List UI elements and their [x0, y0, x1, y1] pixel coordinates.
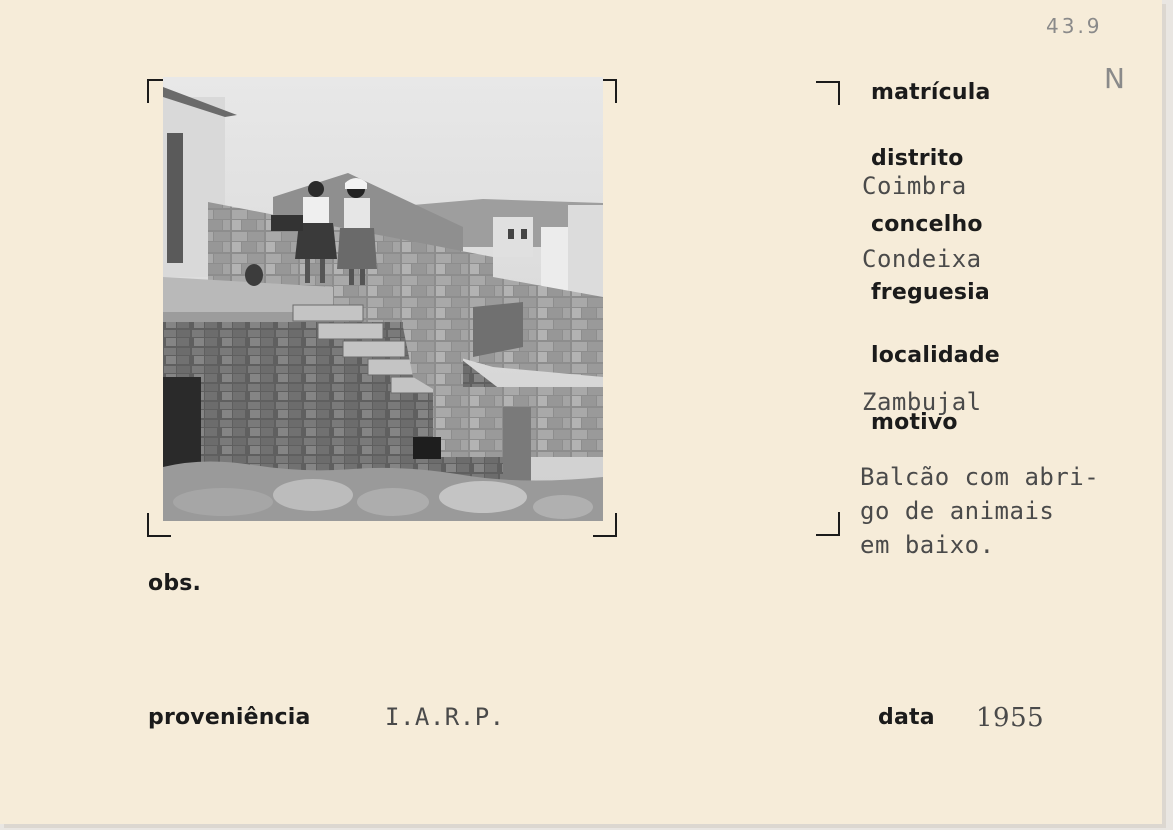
value-data: 1955 [976, 703, 1045, 733]
value-motivo: Balcão com abri- go de animais em baixo. [860, 463, 1100, 559]
label-matricula: matrícula [871, 80, 991, 105]
pencil-number: 43.9 [1046, 14, 1103, 38]
label-localidade: localidade [871, 343, 1000, 368]
fields-corner-bottom [816, 512, 840, 536]
value-proveniencia: I.A.R.P. [385, 703, 505, 731]
value-concelho: Condeixa [862, 245, 982, 273]
label-data: data [878, 705, 935, 730]
value-distrito: Coimbra [862, 172, 967, 200]
photograph [163, 77, 603, 521]
label-obs: obs. [148, 571, 202, 596]
label-proveniencia: proveniência [148, 705, 311, 730]
label-concelho: concelho [871, 212, 983, 237]
label-motivo: motivo [871, 410, 958, 435]
value-localidade: Zambujal [862, 388, 982, 416]
photo-image [163, 77, 603, 521]
label-freguesia: freguesia [871, 280, 990, 305]
label-distrito: distrito [871, 146, 964, 171]
pencil-mark: N [1104, 62, 1125, 95]
fields-corner-top [816, 81, 840, 105]
